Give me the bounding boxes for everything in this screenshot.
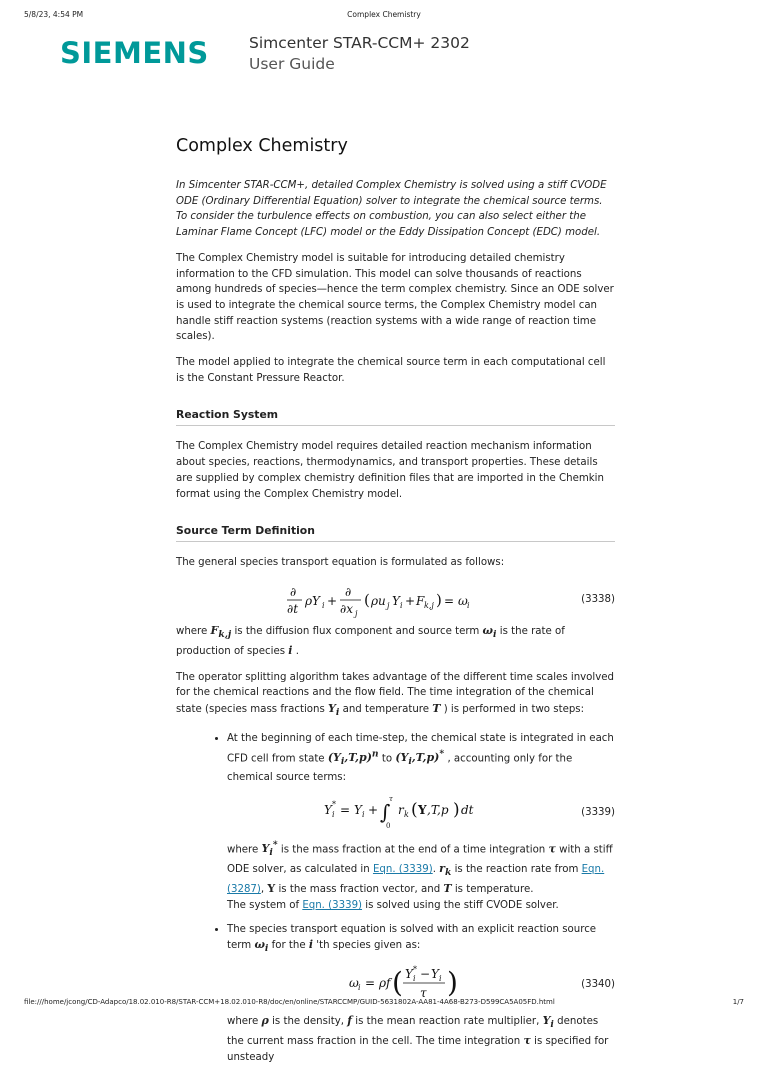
product-name: Simcenter STAR-CCM+ 2302 [249, 34, 470, 52]
svg-text:0: 0 [386, 821, 391, 830]
svg-text:∂t: ∂t [287, 601, 299, 616]
svg-text:∂: ∂ [290, 584, 297, 599]
symbol-i: i [288, 643, 293, 657]
svg-text:(: ( [392, 966, 403, 1000]
equation-3339 [227, 792, 615, 832]
svg-text:=: = [444, 593, 455, 608]
svg-text:F: F [416, 593, 425, 608]
svg-text:j: j [387, 600, 390, 610]
svg-text:+: + [368, 802, 379, 817]
list-item: • At the beginning of each time-step, the chemical state is integrated in each CFD cell from state $(Y_i,T,p)^n$ to $(Y_i,T,p)^*$ , accounting only for the chemical source terms: Y i * = Y i + ∫ τ 0 r k ( Y ,T,p ) dt (3339) where $Y_i^*$ is the mass fraction at the end of a time integration τ with a stiff ODE solver, as calculated in Eqn. (3339). $r_k$ is the reaction rate from Eqn. (3287), Y is the mass fraction vector, and T is temperature. The system of Eqn. (3339) is solved using the stiff CVODE solver. [227, 731, 615, 914]
print-page-number: 1/7 [732, 998, 744, 1006]
symbol-omega-i-source: $\omega_i$ [254, 938, 269, 955]
steps-list [176, 731, 615, 1066]
svg-text:i: i [362, 809, 365, 819]
siemens-logo[interactable]: SIEMENS [60, 36, 209, 70]
svg-text:): ) [453, 799, 460, 820]
symbol-T-temp: T [443, 882, 452, 896]
symbol-tau: τ [548, 842, 556, 856]
svg-text:=: = [365, 976, 376, 991]
print-footer [24, 998, 744, 1010]
equation-3338-number: (3338) [581, 593, 615, 605]
symbol-f: f [347, 1014, 352, 1028]
symbol-Y-vector: Y [267, 882, 276, 896]
symbol-state-star: $(Y_i,T,p)^*$ [395, 748, 445, 768]
symbol-Y-i-star: $Y_i^*$ [261, 839, 278, 859]
svg-text:i: i [413, 974, 416, 984]
svg-text:dt: dt [461, 802, 474, 817]
svg-text:∂: ∂ [345, 584, 352, 599]
svg-text:Y: Y [392, 593, 400, 608]
svg-text:Y: Y [324, 802, 332, 817]
link-eqn-3339[interactable]: Eqn. (3339) [372, 864, 433, 876]
svg-text:+: + [405, 593, 416, 608]
link-eqn-3339-solver[interactable]: Eqn. (3339) [302, 899, 363, 911]
svg-text:Y: Y [431, 967, 439, 982]
svg-text:i: i [332, 809, 335, 819]
svg-text:i: i [439, 974, 442, 984]
paragraph-reaction-system: The Complex Chemistry model requires detailed reaction mechanism information about species, reactions, thermodynamics, and transport properties. These details are supplied by complex chemistry definition files that are imported in the Chemkin format using the Complex Chemistry model. [176, 441, 604, 500]
equation-3339-number: (3339) [581, 806, 615, 818]
equation-3340-number: (3340) [581, 979, 615, 991]
svg-text:,T,p: ,T,p [427, 802, 449, 817]
svg-text:=: = [340, 802, 351, 817]
svg-text:ω: ω [349, 976, 359, 991]
symbol-tau-integration: τ [523, 1034, 531, 1048]
svg-text:ρu: ρu [371, 593, 386, 608]
intro-paragraph: In Simcenter STAR-CCM+, detailed Complex Chemistry is solved using a stiff CVODE ODE (Ordinary Differential Equation) solver to integrate the chemical source terms. To consider the turbulence effects on combustion, you can also select either the Laminar Flame Concept (LFC) model or the Eddy Dissipation Concept (EDC) model. [176, 180, 607, 239]
heading-source-term: Source Term Definition [176, 524, 615, 542]
print-title: Complex Chemistry [347, 10, 421, 19]
paragraph-model-suitability: The Complex Chemistry model is suitable for introducing detailed chemistry information to the CFD simulation. This model can solve thousands of reactions among hundreds of species—hence the term complex chemistry. Since an ODE solver is used to integrate the chemical source terms, the Complex Chemistry model can handle stiff reaction systems (reaction systems with a wide range of reaction time scales). [176, 252, 614, 343]
symbol-T: T [432, 701, 441, 715]
svg-text:Y: Y [405, 967, 413, 982]
svg-text:i: i [358, 983, 361, 993]
heading-reaction-system: Reaction System [176, 408, 615, 426]
svg-text:ρf: ρf [379, 976, 391, 991]
svg-text:*: * [413, 965, 417, 975]
print-header [24, 10, 744, 22]
svg-text:): ) [447, 966, 458, 1000]
guide-name: User Guide [249, 55, 335, 73]
print-file-path: file:///home/jcong/CD-Adapco/18.02.010-R8/STAR-CCM+18.02.010-R8/doc/en/online/STARCCMP/GUID-5631802A-AA81-4A68-B273-D599CA5A05FD.html [24, 998, 555, 1006]
link-eqn-3287[interactable]: Eqn. (3287) [227, 864, 605, 896]
svg-text:−: − [420, 967, 431, 982]
symbol-rho: ρ [261, 1014, 269, 1028]
svg-text:k,j: k,j [424, 600, 434, 610]
symbol-Y-i-current: $Y_i$ [542, 1014, 554, 1031]
paragraph-transport-lead: The general species transport equation is formulated as follows: [176, 557, 505, 569]
paragraph-reactor: The model applied to integrate the chemical source term in each computational cell is the Constant Pressure Reactor. [176, 357, 606, 384]
svg-text:r: r [398, 802, 404, 817]
equation-3338 [176, 581, 615, 623]
print-datetime: 5/8/23, 4:54 PM [24, 10, 84, 19]
svg-text:(: ( [411, 799, 418, 820]
svg-text:ρY: ρY [305, 593, 320, 608]
page-title: Complex Chemistry [176, 136, 348, 156]
symbol-i-species: i [308, 938, 314, 952]
symbol-r-k: $r_k$ [439, 862, 452, 879]
svg-text:): ) [436, 590, 442, 609]
paragraph-where-flux: where $F_{k,j}$ is the diffusion flux component and source term $\omega_i$ is the rate of production of species i . [176, 623, 565, 657]
svg-text:(: ( [364, 590, 370, 609]
svg-text:τ: τ [420, 986, 427, 1001]
svg-text:i: i [467, 600, 470, 610]
symbol-omega-i: $\omega_i$ [482, 623, 497, 641]
svg-text:i: i [322, 600, 325, 610]
svg-text:Y: Y [354, 802, 362, 817]
equation-3339-formula [322, 792, 492, 832]
svg-text:i: i [400, 600, 403, 610]
paragraph-operator-splitting: The operator splitting algorithm takes advantage of the different time scales involved for the chemical reactions and the flow field. The time integration of the chemical state (species mass fractions $Y_i$ and temperature T ) is performed in two steps: [176, 671, 615, 719]
symbol-F-kj: $F_{k,j}$ [210, 623, 232, 641]
svg-text:+: + [327, 593, 338, 608]
svg-text:ω: ω [458, 593, 468, 608]
svg-text:j: j [355, 608, 358, 618]
svg-text:*: * [332, 799, 336, 809]
svg-text:Y: Y [418, 802, 427, 817]
svg-text:∫: ∫ [380, 799, 391, 824]
symbol-Y-i: $Y_i$ [328, 701, 340, 719]
equation-3338-formula [286, 581, 486, 623]
svg-text:∂x: ∂x [340, 601, 353, 616]
product-header [249, 33, 470, 75]
main-content [176, 136, 615, 1074]
svg-text:k: k [404, 809, 409, 819]
symbol-state-n: $(Y_i,T,p)^n$ [327, 748, 379, 768]
list-item: • The species transport equation is solved with an explicit reaction source term $\omega_i$ for the i 'th species given as: ω i = ρf ( Y i * − Y i τ ) (3340) where ρ is the density, f is the mean reaction rate multiplier, $Y_i$ denotes the current mass fraction in the cell. The time integration τ is specified for unsteady [227, 922, 615, 1066]
svg-text:τ: τ [389, 794, 393, 803]
